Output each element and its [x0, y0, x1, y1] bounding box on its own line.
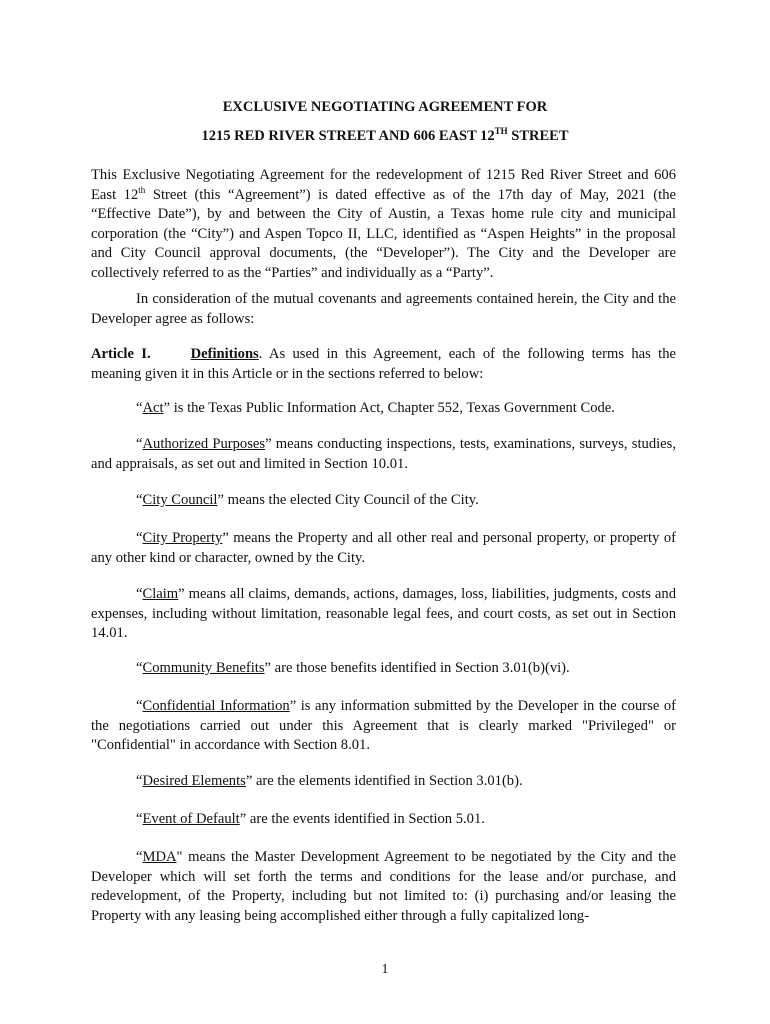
article-heading: Definitions — [190, 346, 259, 362]
definition-community-benefits — [91, 659, 676, 679]
definition-city-council — [91, 491, 676, 511]
title-line-2-superscript: TH — [494, 126, 508, 136]
definition-desired-elements — [91, 772, 676, 792]
open-quote: “ — [136, 698, 143, 714]
intro-text-b: Street (this “Agreement”) is dated effective as of the 17th day of May, 2021 (the “Effective Date”), by and between the City of Austin, a Texas home rule city and municipal corporation (the “City”) and Aspen Topco II, LLC, identified as “Aspen Heights” in the proposal and City Council approval documents, (the “Developer”). The City and the Developer are collectively referred to as the “Parties” and individually as a “Party”. — [91, 186, 676, 281]
title-line-2-tail: STREET — [507, 128, 569, 144]
definition-act — [91, 399, 676, 419]
definition-text: ” means conducting inspections, tests, examinations, surveys, studies, and appraisals, as set out and limited in Section 10.01. — [91, 436, 676, 472]
definition-text: ” means the Property and all other real and personal property, or property of any other kind or character, owned by the City. — [91, 530, 676, 566]
definition-mda — [91, 848, 676, 926]
open-quote: “ — [136, 586, 143, 602]
definition-term: Claim — [142, 586, 179, 602]
definition-term: City Property — [142, 530, 223, 546]
open-quote: “ — [136, 492, 143, 508]
definition-text: " means the Master Development Agreement to be negotiated by the City and the Developer which will set forth the terms and conditions for the lease and/or purchase, and redevelopment, of the Property, including but not limited to: (i) purchasing and/or leasing the Property with any leasing being accomplished either through a fully capitalized long- — [91, 849, 676, 924]
article-1-paragraph — [91, 345, 676, 384]
definition-term: Desired Elements — [142, 773, 246, 789]
definition-term: Authorized Purposes — [142, 436, 266, 452]
consideration-paragraph: In consideration of the mutual covenants and agreements contained herein, the City and the Developer agree as follows: — [91, 291, 676, 327]
article-label: Article I. — [91, 346, 151, 362]
intro-superscript: th — [138, 184, 146, 195]
definition-term: MDA — [142, 849, 177, 865]
definition-confidential-information — [91, 697, 676, 756]
title-line-2-text: 1215 RED RIVER STREET AND 606 EAST 12 — [201, 128, 495, 144]
title-line-2 — [0, 128, 770, 145]
definition-term: Event of Default — [142, 811, 240, 827]
article-intro-text: . As used in this Agreement, each of the following terms has the meaning given it in this Article or in the sections referred to below: — [91, 346, 677, 382]
definition-text: ” is the Texas Public Information Act, Chapter 552, Texas Government Code. — [163, 400, 615, 416]
open-quote: “ — [136, 660, 143, 676]
definition-event-of-default — [91, 810, 676, 830]
open-quote: “ — [136, 849, 143, 865]
definition-text: ” are those benefits identified in Section 3.01(b)(vi). — [264, 660, 570, 676]
definition-authorized-purposes — [91, 435, 676, 474]
definition-text: ” is any information submitted by the Developer in the course of the negotiations carried out under this Agreement that is clearly marked "Privileged" or "Confidential" in accordance with Section 8.01. — [91, 698, 676, 754]
title-line-1: EXCLUSIVE NEGOTIATING AGREEMENT FOR — [222, 99, 548, 115]
open-quote: “ — [136, 400, 143, 416]
page-number: 1 — [381, 962, 389, 977]
definition-text: ” means the elected City Council of the City. — [217, 492, 479, 508]
open-quote: “ — [136, 811, 143, 827]
open-quote: “ — [136, 436, 143, 452]
definition-term: Confidential Information — [142, 698, 290, 714]
open-quote: “ — [136, 530, 143, 546]
definition-claim — [91, 585, 676, 644]
intro-text-a: This Exclusive Negotiating Agreement for the redevelopment of 1215 Red River Street and 606 East 12 — [91, 167, 676, 203]
open-quote: “ — [136, 773, 143, 789]
definition-text: ” are the events identified in Section 5.01. — [239, 811, 485, 827]
definition-term: Community Benefits — [142, 660, 265, 676]
definition-text: ” means all claims, demands, actions, damages, loss, liabilities, judgments, costs and expenses, including without limitation, reasonable legal fees, and court costs, as set out in Section 14.01. — [91, 586, 676, 642]
definition-term: Act — [142, 400, 164, 416]
definition-term: City Council — [142, 492, 218, 508]
definition-city-property — [91, 529, 676, 568]
intro-paragraph — [91, 166, 676, 284]
definition-text: ” are the elements identified in Section 3.01(b). — [245, 773, 523, 789]
